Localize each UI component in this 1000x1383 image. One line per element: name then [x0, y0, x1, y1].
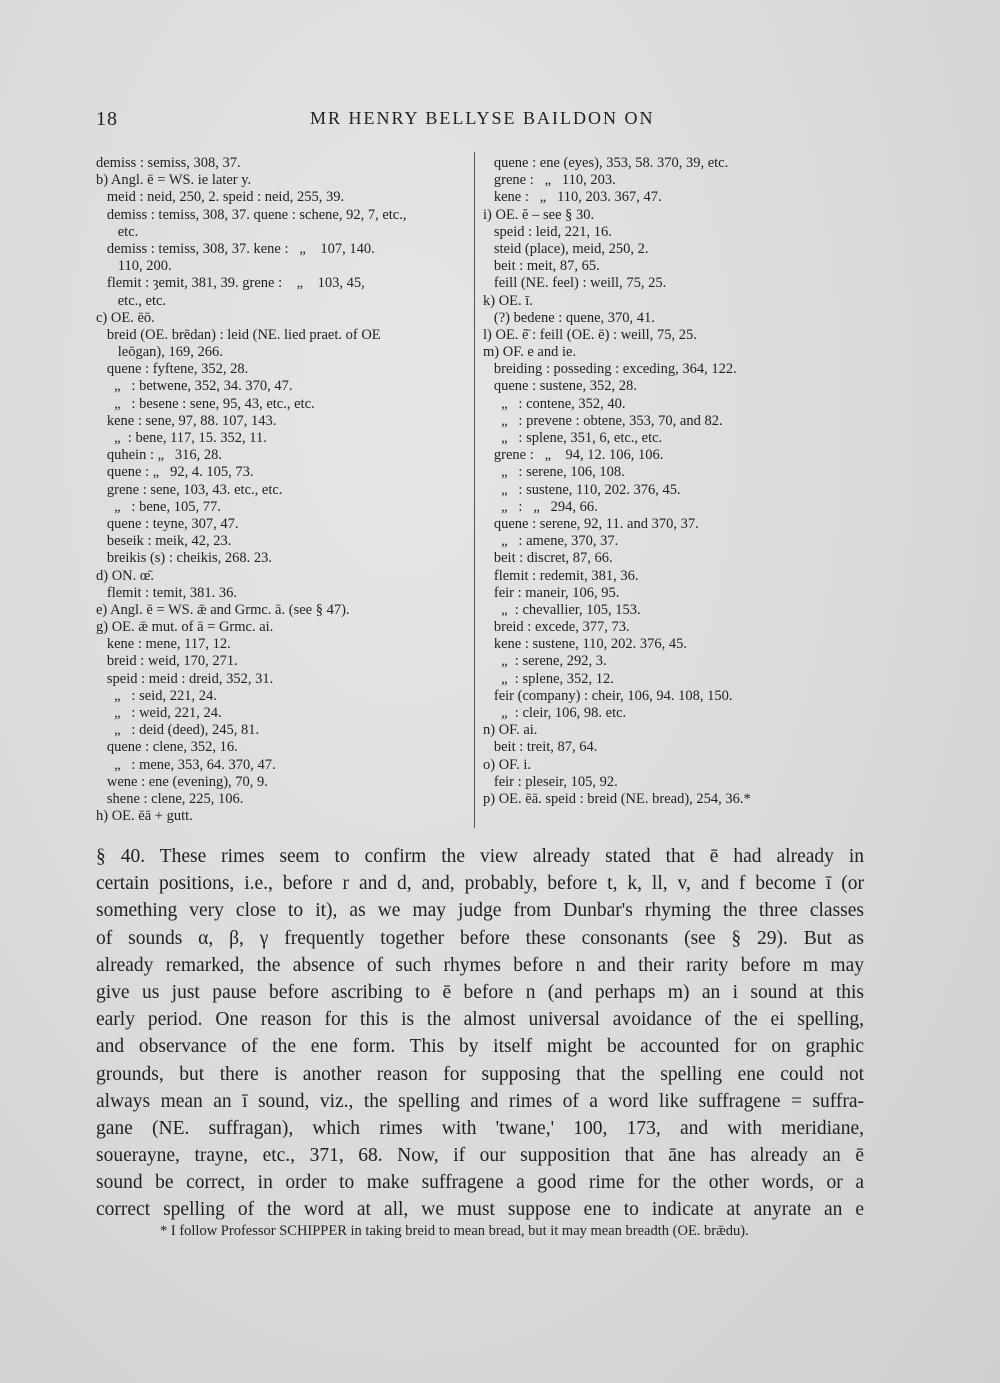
rime-entry: k) OE. ī. [483, 292, 533, 309]
rime-entry: „ : seid, 221, 24. [96, 687, 217, 704]
rime-entry: quene : ene (eyes), 353, 58. 370, 39, etc. [483, 155, 729, 171]
rime-entry: kene : sustene, 110, 202. 376, 45. [483, 636, 688, 653]
rime-entry: quene : teyne, 307, 47. [96, 515, 239, 532]
rime-entry: grene : „ 94, 12. 106, 106. [483, 447, 664, 464]
rime-entry: steid (place), meid, 250, 2. [483, 240, 649, 257]
rime-entry: wene : ene (evening), 70, 9. [96, 773, 268, 790]
rime-entry: g) OE. ǣ mut. of ā = Grmc. ai. [96, 619, 274, 636]
rime-entry: m) OF. e and ie. [483, 344, 577, 361]
rime-entry: shene : clene, 225, 106. [96, 790, 244, 807]
rime-entry: l) OE. ĕ̄ : feill (OE. ē) : weill, 75, 25. [483, 326, 697, 343]
rime-entry: „ : serene, 106, 108. [483, 464, 625, 481]
paragraph-line: already remarked, the absence of such rhymes before n and their rarity before m may [96, 954, 864, 976]
rime-entry: breid : weid, 170, 271. [96, 653, 238, 670]
rime-entry: „ : betwene, 352, 34. 370, 47. [96, 378, 293, 395]
rime-entry: breid : excede, 377, 73. [483, 619, 630, 636]
rime-entry: c) OE. ēō. [96, 309, 155, 326]
left-rime-list [96, 155, 466, 825]
rime-entry: speid : meid : dreid, 352, 31. [96, 670, 274, 687]
rime-entry: demiss : semiss, 308, 37. [96, 155, 241, 171]
running-title: MR HENRY BELLYSE BAILDON ON [310, 108, 655, 128]
rime-entry: quene : fyftene, 352, 28. [96, 361, 249, 378]
rime-entry: etc. [96, 223, 139, 240]
paragraph-line: and observance of the ene form. This by itself might be accounted for on graphic [96, 1036, 864, 1058]
rime-entry: quhein : „ 316, 28. [96, 447, 223, 464]
rime-entry: „ : bene, 117, 15. 352, 11. [96, 430, 267, 446]
rime-entry: quene : „ 92, 4. 105, 73. [96, 464, 254, 481]
rime-entry: „ : sustene, 110, 202. 376, 45. [483, 481, 681, 498]
rime-entry: „ : besene : sene, 95, 43, etc., etc. [96, 395, 315, 412]
rime-entry: demiss : temiss, 308, 37. quene : schene, 92, 7, etc., [96, 206, 407, 223]
page-number: 18 [96, 108, 118, 130]
section-40-paragraph [96, 843, 864, 1224]
paragraph-line: grounds, but there is another reason for supposing that the spelling ene could not [96, 1063, 864, 1085]
rime-entry: e) Angl. ē = WS. ǣ and Grmc. ā. (see § 47). [96, 601, 350, 618]
rime-entry: flemit : redemit, 381, 36. [483, 567, 639, 584]
column-divider [474, 152, 475, 828]
rime-entry: kene : mene, 117, 12. [96, 636, 231, 653]
rime-entry: „ : splene, 351, 6, etc., etc. [483, 430, 663, 446]
rime-entry: speid : leid, 221, 16. [483, 223, 612, 240]
rime-entry: h) OE. ēā + gutt. [96, 808, 193, 825]
rime-entry: „ : splene, 352, 12. [483, 670, 614, 687]
rime-entry: beseik : meik, 42, 23. [96, 533, 232, 550]
rime-entry: grene : sene, 103, 43. etc., etc. [96, 481, 283, 498]
rime-entry: quene : serene, 92, 11. and 370, 37. [483, 515, 699, 532]
rime-entry: beit : treit, 87, 64. [483, 739, 598, 756]
rime-entry: feir (company) : cheir, 106, 94. 108, 150. [483, 687, 733, 704]
rime-entry: „ : serene, 292, 3. [483, 653, 607, 670]
rime-entry: „ : „ 294, 66. [483, 498, 598, 515]
rime-entry: o) OF. i. [483, 756, 531, 773]
rime-entry: d) ON. œ̄. [96, 567, 154, 584]
rime-entry: (?) bedene : quene, 370, 41. [483, 309, 655, 326]
rime-entry: feill (NE. feel) : weill, 75, 25. [483, 275, 667, 292]
rime-entry: 110, 200. [96, 258, 172, 275]
rime-entry: p) OE. ēā. speid : breid (NE. bread), 254, 36.* [483, 790, 751, 807]
rime-entry: „ : chevallier, 105, 153. [483, 601, 641, 618]
paragraph-line: always mean an ī sound, viz., the spelling and rimes of a word like suffragene = suffra- [96, 1090, 864, 1112]
paragraph-line: gane (NE. suffragan), which rimes with 'twane,' 100, 173, and with meridiane, [96, 1117, 864, 1139]
rime-entry: beit : meit, 87, 65. [483, 258, 600, 275]
paragraph-line: early period. One reason for this is the almost universal avoidance of the ei spelling, [96, 1009, 864, 1031]
rime-entry: b) Angl. ē = WS. ie later y. [96, 172, 252, 189]
rime-entry: n) OF. ai. [483, 722, 538, 739]
rime-entry: flemit : ȝemit, 381, 39. grene : „ 103, 45, [96, 275, 365, 292]
rime-entry: leōgan), 169, 266. [96, 344, 223, 361]
rime-entry: feir : maneir, 106, 95. [483, 584, 620, 601]
rime-entry: „ : contene, 352, 40. [483, 395, 626, 412]
rime-entry: breid (OE. brēdan) : leid (NE. lied praet. of OE [96, 326, 381, 343]
paragraph-line: give us just pause before ascribing to ē before n (and perhaps m) an i sound at this [96, 981, 864, 1003]
rime-entry: feir : pleseir, 105, 92. [483, 773, 618, 790]
page-header [96, 108, 860, 138]
rime-entry: „ : bene, 105, 77. [96, 498, 221, 515]
rime-entry: breiding : posseding : exceding, 364, 122. [483, 361, 737, 378]
rime-entry: etc., etc. [96, 292, 167, 309]
rime-entry: „ : mene, 353, 64. 370, 47. [96, 756, 276, 773]
paragraph-line: correct spelling of the word at all, we must suppose ene to indicate at anyrate an e [96, 1199, 864, 1221]
rime-entry: meid : neid, 250, 2. speid : neid, 255, 39. [96, 189, 345, 206]
paragraph-line: of sounds α, β, γ frequently together before these consonants (see § 29). But as [96, 927, 864, 949]
right-rime-list [483, 155, 883, 808]
paragraph-line: certain positions, i.e., before r and d, and, probably, before t, k, ll, v, and f become ī (or [96, 873, 864, 895]
rime-entry: flemit : temit, 381. 36. [96, 584, 237, 601]
rime-entry: i) OE. ĕ – see § 30. [483, 206, 595, 223]
rime-entry: „ : deid (deed), 245, 81. [96, 722, 260, 739]
rime-entry: „ : amene, 370, 37. [483, 533, 619, 550]
rime-entry: breikis (s) : cheikis, 268. 23. [96, 550, 272, 567]
rime-entry: quene : sustene, 352, 28. [483, 378, 637, 395]
paragraph-line: sound be correct, in order to make suffragene a good rime for the other words, or a [96, 1172, 864, 1194]
rime-entry: kene : „ 110, 203. 367, 47. [483, 189, 662, 206]
paragraph-line: § 40. These rimes seem to confirm the view already stated that ē had already in [96, 846, 864, 867]
paragraph-line: something very close to it), as we may judge from Dunbar's rhyming the three classes [96, 900, 864, 922]
footnote: * I follow Professor SCHIPPER in taking breid to mean bread, but it may mean breadth (OE. brǣdu). [160, 1223, 749, 1239]
rime-entry: beit : discret, 87, 66. [483, 550, 613, 567]
rime-entry: „ : prevene : obtene, 353, 70, and 82. [483, 412, 723, 429]
rime-entry: kene : sene, 97, 88. 107, 143. [96, 412, 277, 429]
paragraph-line: souerayne, trayne, etc., 371, 68. Now, if our supposition that āne has already an ē [96, 1145, 864, 1167]
rime-entry: demiss : temiss, 308, 37. kene : „ 107, 140. [96, 240, 375, 257]
rime-entry: grene : „ 110, 203. [483, 172, 616, 189]
rime-entry: „ : weid, 221, 24. [96, 705, 222, 721]
rime-entry: quene : clene, 352, 16. [96, 739, 238, 756]
rime-entry: „ : cleir, 106, 98. etc. [483, 705, 627, 721]
